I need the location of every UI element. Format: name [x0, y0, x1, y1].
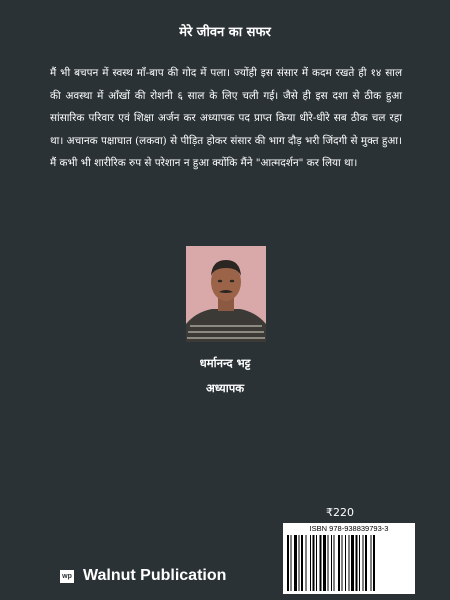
price-label: ₹220	[326, 506, 354, 519]
author-name: धर्मानन्द भट्ट	[199, 356, 251, 370]
publisher-mark	[60, 567, 226, 585]
publisher-logo-icon: wp	[60, 570, 74, 583]
author-blurb: मैं भी बचपन में स्वस्थ माँ-बाप की गोद में पला। ज्योंही इस संसार में कदम रखते ही १४ साल की अवस्था में आँखों की रोशनी ६ साल के लिए चली गई। जैसे ही इस दशा से ठीक हुआ सांसारिक परिवार एवं शिक्षा अर्जन कर अध्यापक पद प्राप्त किया धीरे-धीरे सब ठीक चल रहा था। अचानक पक्षाघात (लकवा) से पीड़ित होकर संसार की भाग दौड़ भरी जिंदगी से मुक्त हुआ। मैं कभी भी शारीरिक रुप से परेशान न हुआ क्योंकि मैंने "आत्मदर्शन" कर लिया था।	[50, 67, 402, 169]
author-role: अध्यापक	[205, 381, 245, 395]
barcode-icon	[287, 535, 411, 591]
author-photo	[186, 246, 266, 342]
book-title: मेरे जीवन का सफर	[179, 25, 271, 40]
isbn-text: ISBN 978-938839793-3	[309, 524, 389, 533]
isbn-barcode	[283, 523, 415, 594]
publisher-name: Walnut Publication	[83, 567, 227, 584]
